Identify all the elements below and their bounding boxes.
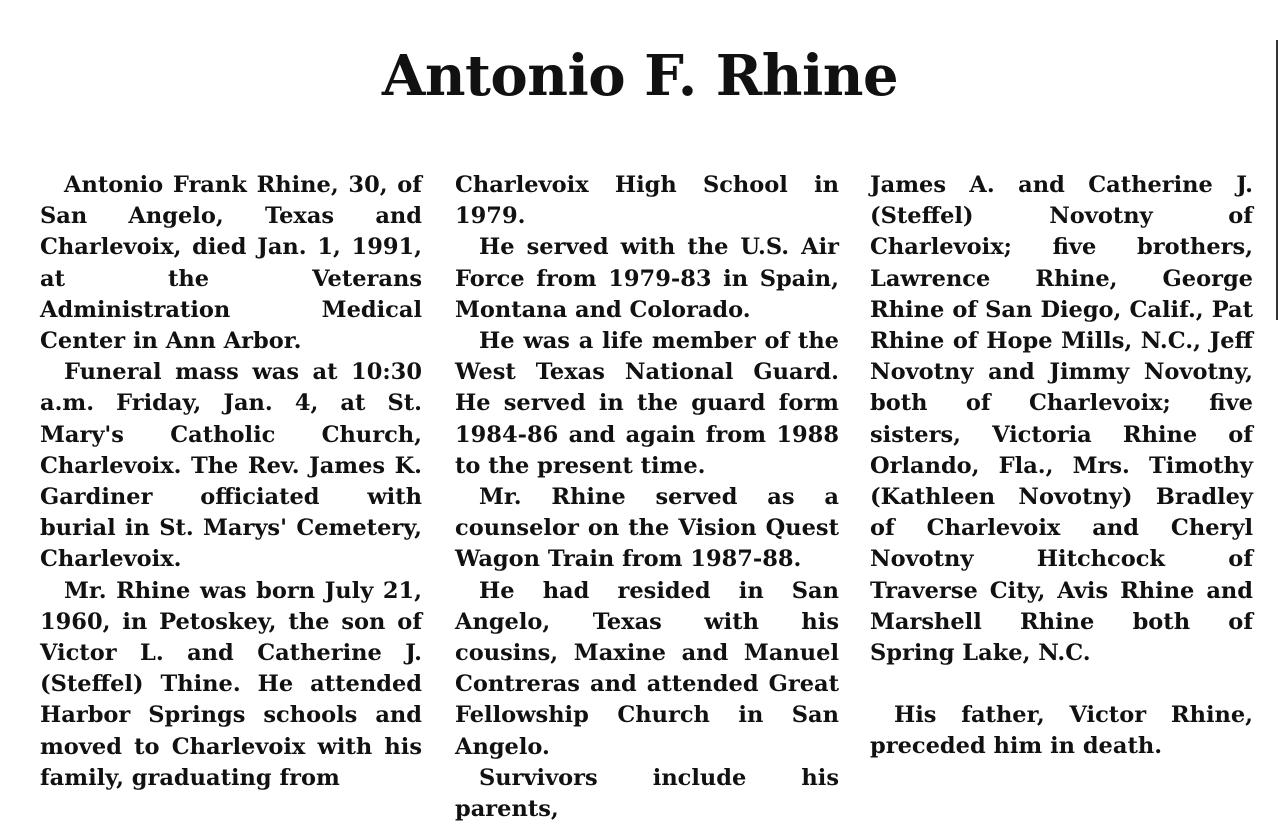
column-rule [1276,40,1278,320]
paragraph-birth: Mr. Rhine was born July 21, 1960, in Petoskey, the son of Victor L. and Catherine J. (Steffel) Thine. He attended Harbor Springs schools and moved to Charlevoix with his family, graduating from [40,577,422,791]
paragraph-survivors-continued: James A. and Catherine J. (Steffel) Novotny of Charlevoix; five brothers, Lawrence Rhine, George Rhine of San Diego, Calif., Pat Rhine of Hope Mills, N.C., Jeff Novotny and Jimmy Novotny, both of Charlevoix; five sisters, Victoria Rhine of Orlando, Fla., Mrs. Timothy (Kathleen Novotny) Bradley of Charlevoix and Cheryl Novotny Hitchcock of Traverse City, Avis Rhine and Marshell Rhine both of Spring Lake, N.C. [870,172,1253,667]
paragraph-death-notice: Antonio Frank Rhine, 30, of San Angelo, Texas and Charlevoix, died Jan. 1, 1991, at the Veterans Administration Medical Center in Ann Arbor. [40,172,422,355]
paragraph-residence: He had resided in San Angelo, Texas with his cousins, Maxine and Manuel Contreras and attended Great Fellowship Church in San Angelo. [455,577,839,760]
article-column-3 [870,170,1253,763]
article-column-1 [40,170,422,794]
paragraph-father: His father, Victor Rhine, preceded him in death. [870,702,1253,760]
paragraph-national-guard: He was a life member of the West Texas National Guard. He served in the guard form 1984-86 and again from 1988 to the present time. [455,328,839,479]
paragraph-funeral: Funeral mass was at 10:30 a.m. Friday, Jan. 4, at St. Mary's Catholic Church, Charlevoix. The Rev. James K. Gardiner officiated with burial in St. Marys' Cemetery, Charlevoix. [40,359,422,573]
paragraph-vision-quest: Mr. Rhine served as a counselor on the Vision Quest Wagon Train from 1987-88. [455,484,839,573]
paragraph-survivors: Survivors include his parents, [455,764,839,823]
article-title: Antonio F. Rhine [381,43,899,109]
paragraph-birth-continued: Charlevoix High School in 1979. [455,172,839,230]
article-column-2 [455,170,839,825]
paragraph-air-force: He served with the U.S. Air Force from 1979-83 in Spain, Montana and Colorado. [455,234,839,323]
